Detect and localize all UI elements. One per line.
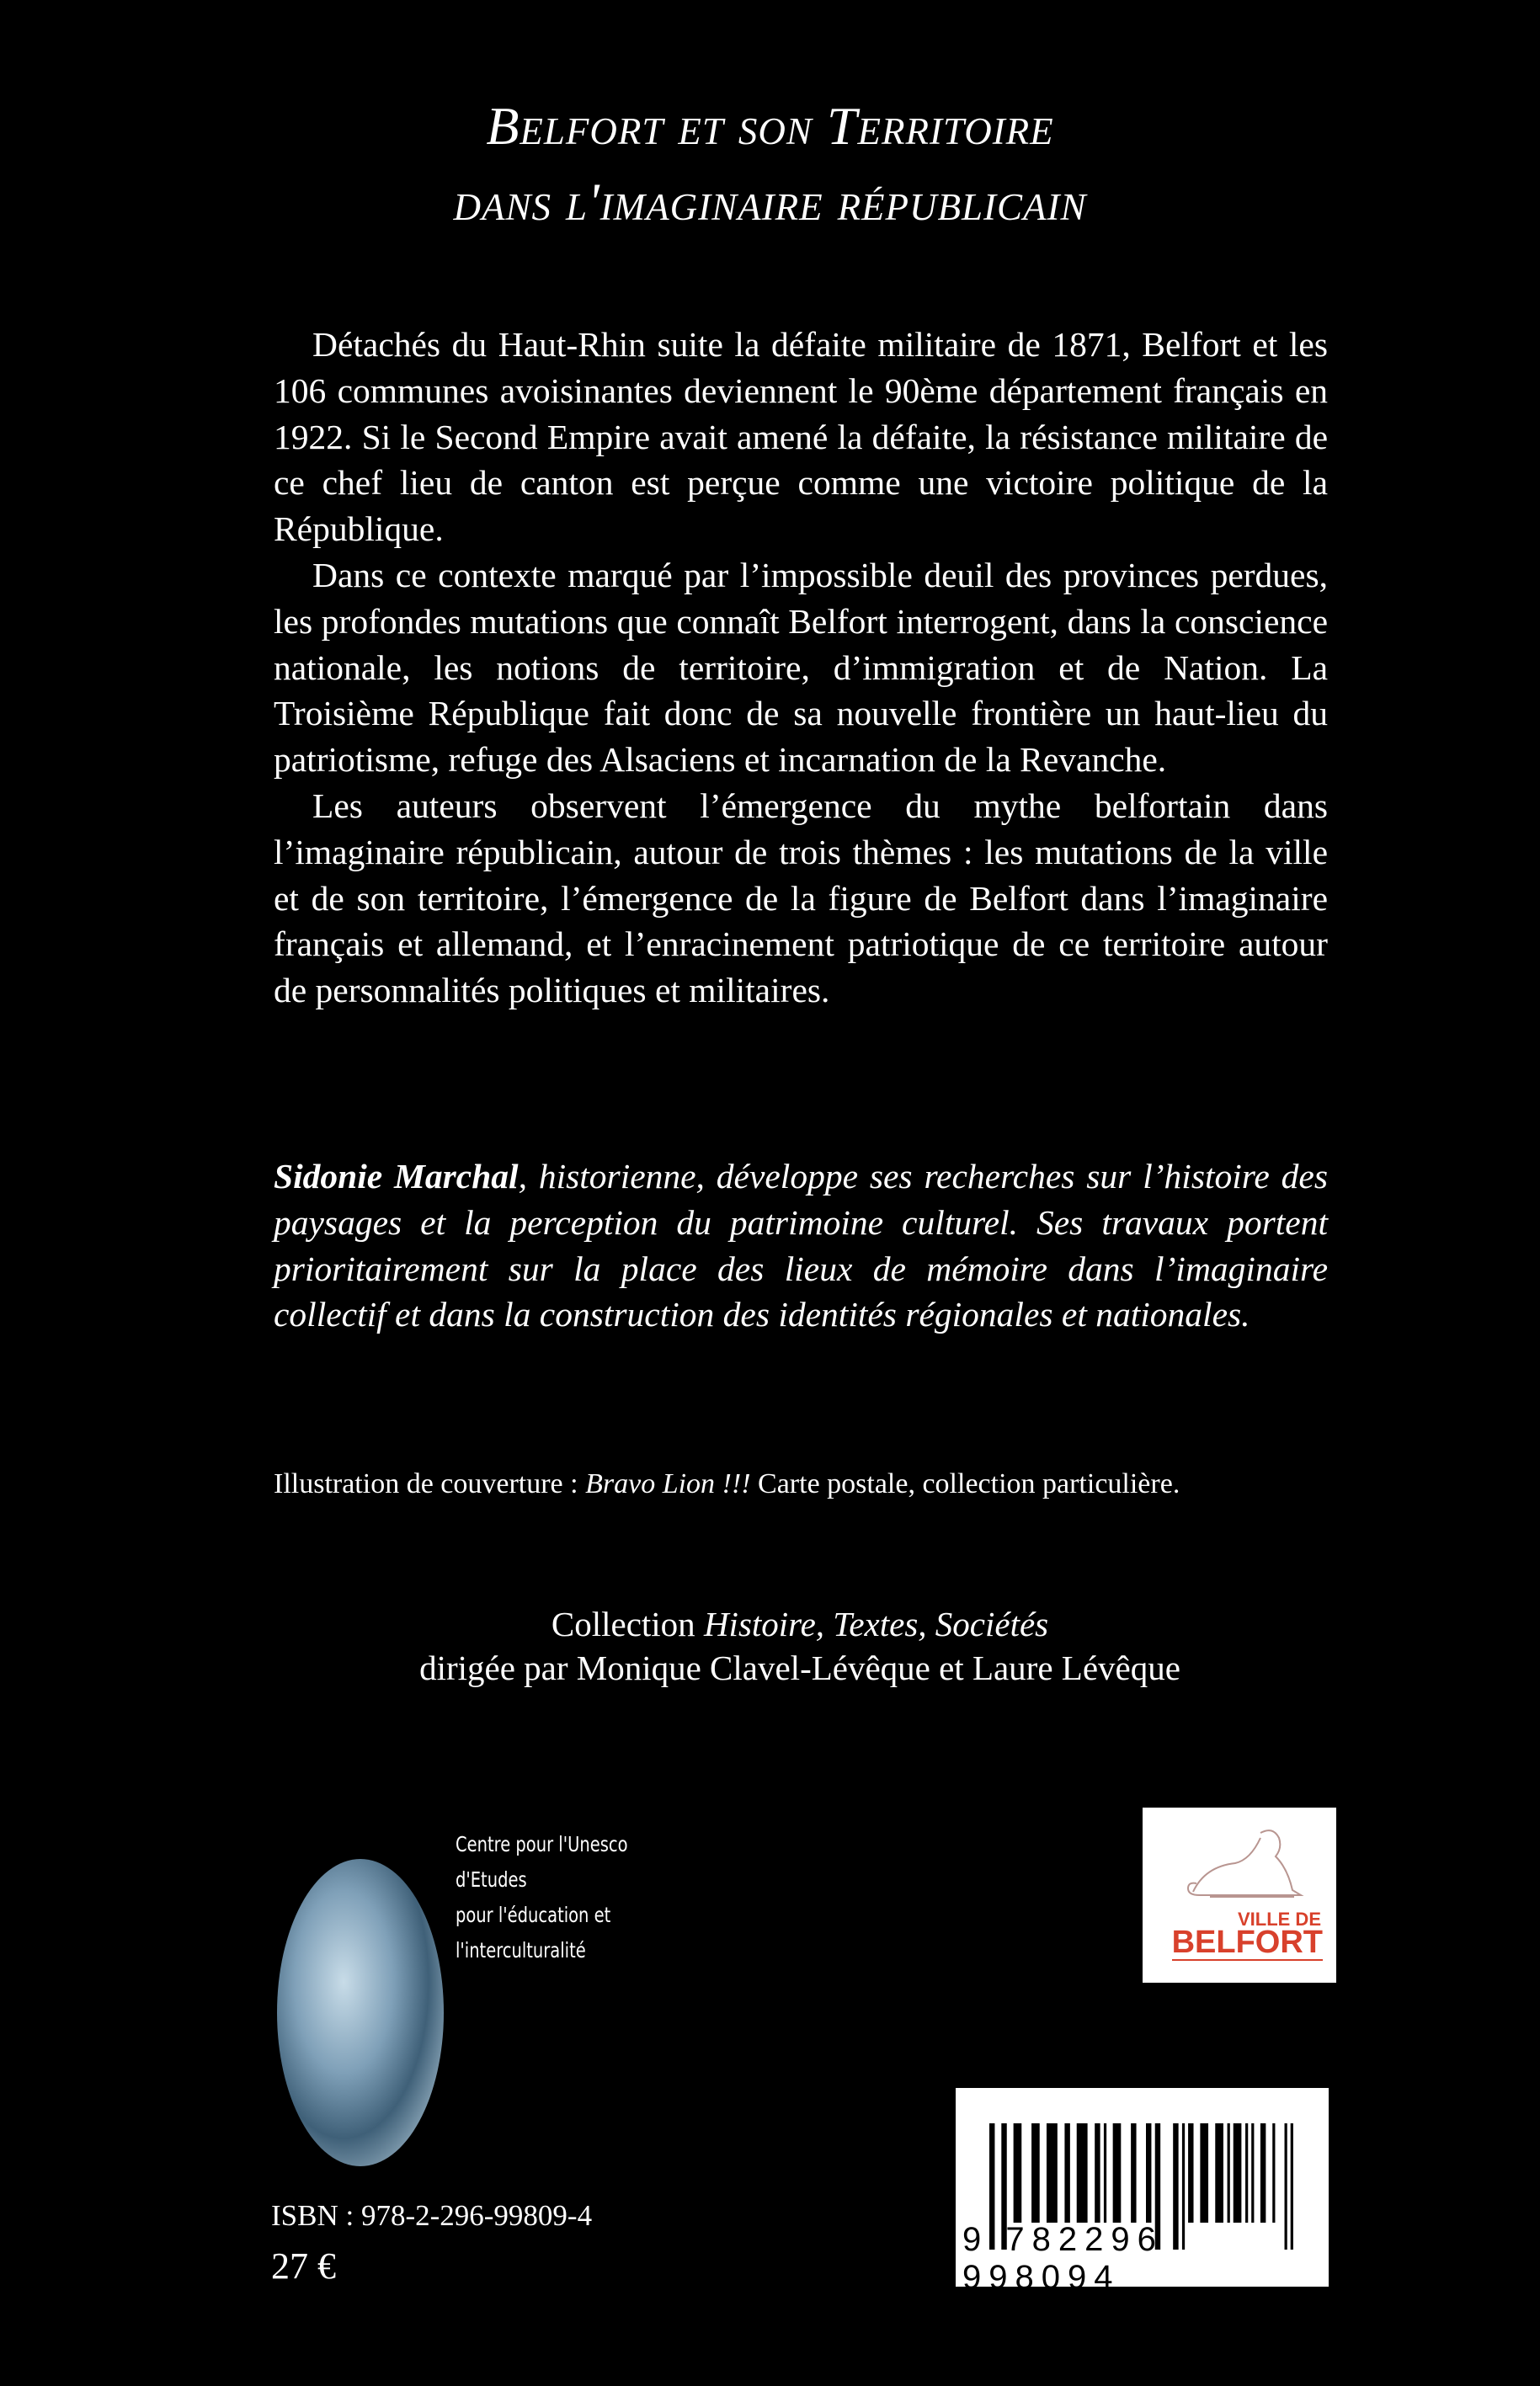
collection-name: Histoire, Textes, Sociétés: [703, 1605, 1049, 1643]
book-title-line2: dans l'imaginaire républicain: [453, 172, 1087, 232]
barcode-bar: [1272, 2123, 1275, 2223]
price: 27 €: [271, 2245, 336, 2287]
logo-belfort: BELFORT: [1171, 1925, 1323, 1960]
barcode-bar: [1064, 2123, 1069, 2223]
book-title-line1: Belfort et son Territoire: [486, 96, 1054, 156]
barcode-bar: [1131, 2123, 1136, 2223]
barcode-bar: [1047, 2123, 1058, 2223]
summary-paragraph: Dans ce contexte marqué par l’impossible deuil des provinces perdues, les profondes mutations que connaît Belfort interrogent, dans la conscience nationale, les notions de territoire, d’immigration et de Nation. La Troisième République fait donc de sa nouvelle frontière un haut-lieu du patriotisme, refuge des Alsaciens et incarnation de la Revanche.: [274, 555, 1328, 780]
barcode-bar: [1200, 2123, 1208, 2223]
collection-line: [0, 1604, 1540, 1644]
summary: [274, 322, 1328, 1014]
summary-paragraph: Détachés du Haut-Rhin suite la défaite militaire de 1871, Belfort et les 106 communes avoisinantes deviennent le 90ème département français en 1922. Si le Second Empire avait amené la défaite, la résistance militaire de ce chef lieu de canton est perçue comme une victoire politique de la République.: [274, 325, 1328, 549]
barcode-digits: 9 782296 998094: [962, 2221, 1164, 2296]
barcode-bar: [1215, 2123, 1223, 2223]
unesco-line: l'interculturalité: [456, 1938, 586, 1963]
isbn: ISBN : 978-2-296-99809-4: [271, 2199, 593, 2232]
ville-de-belfort-logo: [1143, 1808, 1336, 1983]
collection-prefix: Collection: [551, 1605, 704, 1643]
logo-ville-de: VILLE DE: [1237, 1909, 1321, 1930]
author-bio-paragraph: [274, 1153, 1328, 1338]
barcode-bar: [1228, 2123, 1230, 2223]
unesco-line: pour l'éducation et: [456, 1903, 611, 1927]
barcode-bar: [1095, 2123, 1100, 2223]
barcode-bar: [1146, 2123, 1151, 2223]
barcode-bar: [1014, 2123, 1022, 2223]
barcode-bar: [1077, 2123, 1088, 2223]
lion-icon: [1159, 1824, 1319, 1909]
unesco-line: Centre pour l'Unesco: [456, 1832, 628, 1856]
barcode-bar: [1188, 2123, 1193, 2223]
author-bio-text: , historienne, développe ses recherches sur l’histoire des paysages et la perception du patrimoine culturel. Ses travaux portent prioritairement sur la place des lieux de mémoire dans l’imaginaire collectif et dans la construction des identités régionales et nationales.: [274, 1157, 1328, 1334]
unesco-line: d'Etudes: [456, 1867, 527, 1892]
unesco-logo-text: [456, 1827, 628, 1968]
barcode-bar: [1251, 2123, 1254, 2223]
illustration-credit: [274, 1468, 1180, 1500]
illustration-title: Bravo Lion !!!: [585, 1468, 751, 1499]
barcode-bar: [1234, 2123, 1242, 2223]
barcode-bar: [1113, 2123, 1122, 2223]
globe-logo-icon: [277, 1859, 444, 2166]
barcode: [956, 2088, 1329, 2296]
illustration-prefix: Illustration de couverture :: [274, 1468, 586, 1499]
summary-paragraph: Les auteurs observent l’émergence du mythe belfortain dans l’imaginaire républicain, autour de trois thèmes : les mutations de la ville et de son territoire, l’émergence de la figure de Belfort dans l’imaginaire français et allemand, et l’enracinement patriotique de ce territoire autour de personnalités politiques et militaires.: [274, 786, 1328, 1010]
author-name: Sidonie Marchal: [274, 1157, 519, 1196]
barcode-bar: [1260, 2123, 1266, 2223]
collection-directors: dirigée par Monique Clavel-Lévêque et Laure Lévêque: [419, 1648, 1180, 1687]
illustration-suffix: Carte postale, collection particulière.: [750, 1468, 1180, 1499]
author-bio: [274, 1153, 1328, 1338]
barcode-bar: [1104, 2123, 1106, 2223]
barcode-bar: [1245, 2123, 1248, 2223]
barcode-bar: [1031, 2123, 1040, 2223]
